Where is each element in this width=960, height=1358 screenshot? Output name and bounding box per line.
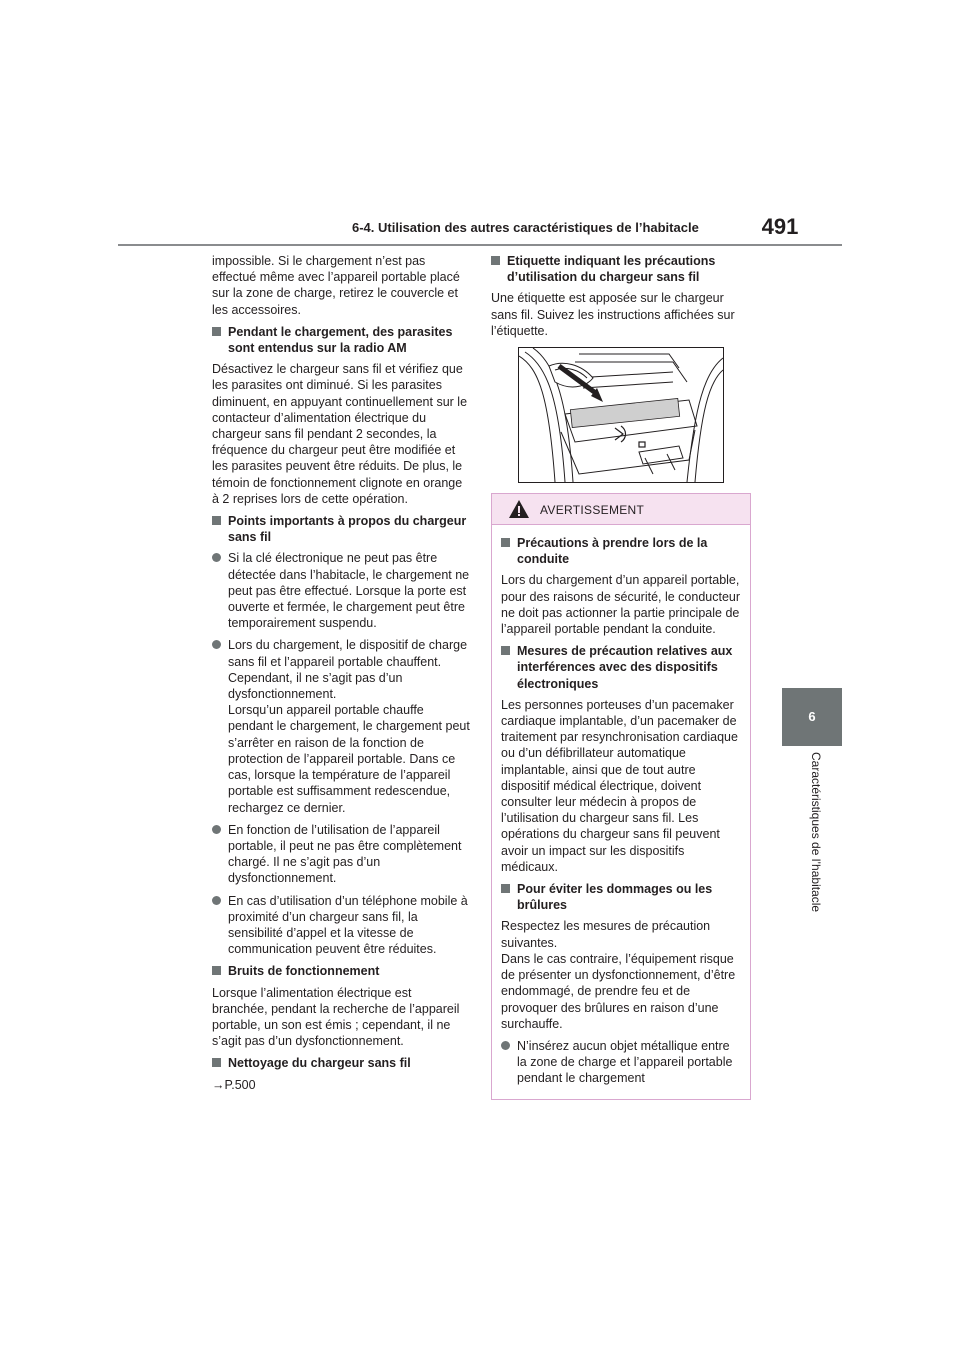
bullet-text-extra: Lorsqu’un appareil portable chauffe pendant le chargement, le chargement peut s’arrêter en raison de la fonction de protection de l’appareil portable. Dans ce cas, lorsque la température de l’appareil portable est suffisamment redescendue, rechargez ce dernier. — [228, 703, 470, 815]
header-divider — [118, 244, 842, 246]
interference-paragraph: Les personnes porteuses d’un pacemaker cardiaque implantable, d’un pacemaker de traitement par resynchronisation cardiaque ou d’un défibrillateur automatique implantable, ainsi que de tout autre dispositif médical électrique, doivent consulter leur médecin à propos de l’utilisation du chargeur sans fil. Les opérations du chargeur sans fil peuvent avoir un impact sur les dispositifs médicaux. — [501, 697, 738, 874]
warning-box — [491, 493, 751, 1100]
bullet-item: En cas d’utilisation d’un téléphone mobile à proximité d’un chargeur sans fil, la sensibilité d’appel et la vitesse de communication peuvent être réduites. — [212, 893, 470, 958]
damage-burns-paragraph — [501, 918, 741, 1031]
wireless-charging-icon — [615, 426, 645, 447]
intro-paragraph: impossible. Si le chargement n’est pas effectué même avec l’appareil portable placé sur la zone de charge, retirez le couvercle et les accessoires. — [212, 254, 460, 317]
warning-title: AVERTISSEMENT — [540, 503, 645, 518]
important-points-heading: Points importants à propos du chargeur sans fil — [212, 513, 470, 545]
am-noise-heading: Pendant le chargement, des parasites sont entendus sur la radio AM — [212, 324, 470, 356]
interference-heading: Mesures de précaution relatives aux interférences avec des dispositifs électroniques — [501, 643, 741, 692]
damage-burns-text-2: Dans le cas contraire, l’équipement risque de présenter un dysfonctionnement, d’être endommagé, de prendre feu et de provoquer des brûlures en raison d’une surchauffe. — [501, 951, 736, 1031]
operating-noise-heading: Bruits de fonctionnement — [212, 963, 470, 979]
warning-body — [492, 525, 750, 1099]
right-column — [491, 253, 749, 1100]
driving-precautions-paragraph: Lors du chargement d’un appareil portable, pour des raisons de sécurité, le conducteur ne doit pas actionner la partie principale de l’appareil portable pendant la conduite. — [501, 573, 741, 637]
cleaning-reference-link[interactable]: →P.500 — [212, 1077, 256, 1092]
warning-header — [492, 494, 750, 525]
driving-precautions-heading: Précautions à prendre lors de la conduite — [501, 535, 741, 567]
warning-triangle-icon — [508, 499, 530, 519]
section-title: 6-4. Utilisation des autres caractéristiques de l’habitacle — [352, 220, 699, 235]
bullet-item — [212, 637, 470, 815]
am-noise-paragraph: Désactivez le chargeur sans fil et vérifiez que les parasites ont diminué. Si les parasites diminuent, en appuyant continuellement sur le contacteur d’alimentation électrique du chargeur sans fil pendant 2 secondes, la fréquence du chargeur peut être modifiée et les parasites peuvent être réduits. De plus, le témoin de fonctionnement clignote en orange à 2 reprises lors de cette opération. — [212, 362, 468, 506]
wireless-charger-illustration — [518, 347, 724, 483]
bullet-item: En fonction de l’utilisation de l’appareil portable, il peut ne pas être complètement chargé. Il ne s’agit pas d’un dysfonctionnement. — [212, 822, 470, 887]
chapter-label: Caractéristiques de l’habitacle — [809, 752, 823, 913]
left-column — [212, 253, 470, 1099]
label-heading: Etiquette indiquant les précautions d’utilisation du chargeur sans fil — [491, 253, 749, 285]
damage-burns-text-1: Respectez les mesures de précaution suivantes. — [501, 919, 711, 950]
chapter-tab: 6 — [782, 688, 842, 746]
bullet-item: Si la clé électronique ne peut pas être détectée dans l’habitacle, le chargement ne peut pas être effectué. Lorsque la porte est ouverte et fermée, le chargement peut être temporairement suspendu. — [212, 550, 470, 631]
cleaning-heading: Nettoyage du chargeur sans fil — [212, 1055, 470, 1071]
damage-burns-heading: Pour éviter les dommages ou les brûlures — [501, 881, 741, 913]
operating-noise-paragraph: Lorsque l’alimentation électrique est branchée, pendant la recherche de l’appareil portable, un son est émis ; cependant, il ne s’agit pas d’un dysfonctionnement. — [212, 985, 460, 1049]
label-paragraph: Une étiquette est apposée sur le chargeur sans fil. Suivez les instructions affichées sur l’étiquette. — [491, 291, 735, 338]
page-number: 491 — [761, 214, 799, 239]
bullet-item: N’insérez aucun objet métallique entre la zone de charge et l’appareil portable pendant le chargement — [501, 1038, 741, 1087]
bullet-text: Lors du chargement, le dispositif de charge sans fil et l’appareil portable chauffent. Cependant, il ne s’agit pas d’un dysfonctionnement. — [228, 638, 468, 702]
